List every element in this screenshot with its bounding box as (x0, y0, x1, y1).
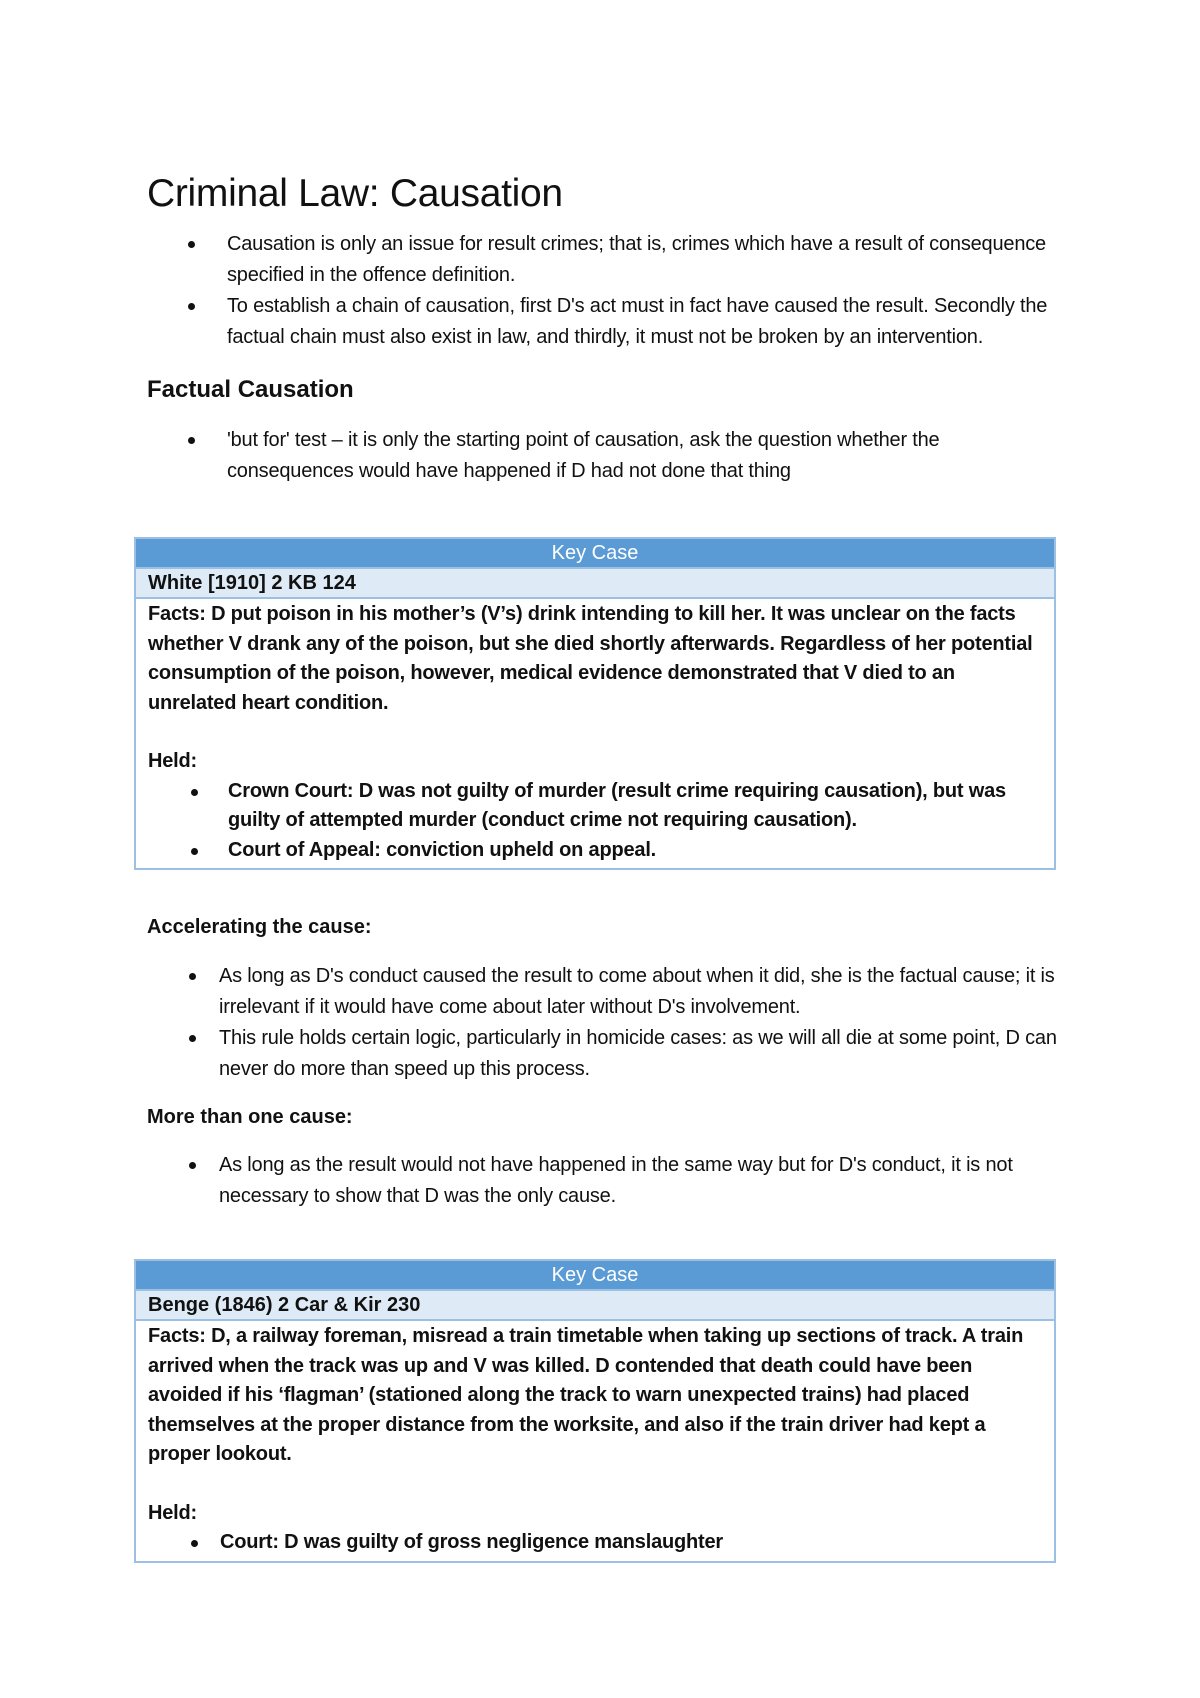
held-label: Held: (148, 1501, 198, 1524)
accelerating-bullet-list (147, 961, 1067, 1085)
list-item: Crown Court: D was not guilty of murder (result crime requiring causation), but was guilty of attempted murder (conduct crime not requiring causation). (148, 777, 1042, 836)
case-facts: Facts: D, a railway foreman, misread a train timetable when taking up sections of track. A train arrived when the track was up and V was killed. D contended that death could have been avoided if his ‘flagman’ (stationed along the track to warn unexpected trains) had placed themselves at the proper distance from the worksite, and also if the train driver had kept a proper lookout. (148, 1325, 1024, 1465)
case-body (136, 1321, 1054, 1561)
list-item: Court of Appeal: conviction upheld on appeal. (148, 836, 1042, 866)
subheading-accelerating-the-cause: Accelerating the cause: (147, 916, 372, 938)
key-case-header: Key Case (136, 539, 1054, 567)
case-citation: Benge (1846) 2 Car & Kir 230 (136, 1289, 1054, 1321)
page-title: Criminal Law: Causation (147, 172, 563, 215)
case-facts: Facts: D put poison in his mother’s (V’s) drink intending to kill her. It was unclear on the facts whether V drank any of the poison, but she died shortly afterwards. Regardless of her potential consumption of the poison, however, medical evidence demonstrated that V died to an unrelated heart condition. (148, 603, 1033, 714)
held-list (148, 1528, 1042, 1558)
key-case-header: Key Case (136, 1261, 1054, 1289)
held-list (148, 777, 1042, 866)
key-case-box-benge (134, 1259, 1056, 1563)
case-citation: White [1910] 2 KB 124 (136, 567, 1054, 599)
held-label: Held: (148, 750, 198, 772)
case-body (136, 599, 1054, 868)
subheading-more-than-one-cause: More than one cause: (147, 1106, 353, 1128)
list-item: Causation is only an issue for result crimes; that is, crimes which have a result of consequence specified in the offence definition. (147, 229, 1067, 290)
factual-causation-bullet-list (147, 425, 1067, 487)
list-item: As long as the result would not have happened in the same way but for D's conduct, it is not necessary to show that D was the only cause. (147, 1150, 1067, 1211)
key-case-box-white (134, 537, 1056, 870)
list-item: To establish a chain of causation, first D's act must in fact have caused the result. Secondly the factual chain must also exist in law, and thirdly, it must not be broken by an intervention. (147, 291, 1067, 352)
intro-bullet-list (147, 229, 1067, 353)
list-item: 'but for' test – it is only the starting point of causation, ask the question whether the consequences would have happened if D had not done that thing (147, 425, 1067, 486)
list-item: Court: D was guilty of gross negligence manslaughter (148, 1528, 1042, 1558)
more-than-one-bullet-list (147, 1150, 1067, 1212)
list-item: As long as D's conduct caused the result to come about when it did, she is the factual cause; it is irrelevant if it would have come about later without D's involvement. (147, 961, 1067, 1022)
section-heading-factual-causation: Factual Causation (147, 376, 354, 403)
list-item: This rule holds certain logic, particularly in homicide cases: as we will all die at some point, D can never do more than speed up this process. (147, 1023, 1067, 1084)
